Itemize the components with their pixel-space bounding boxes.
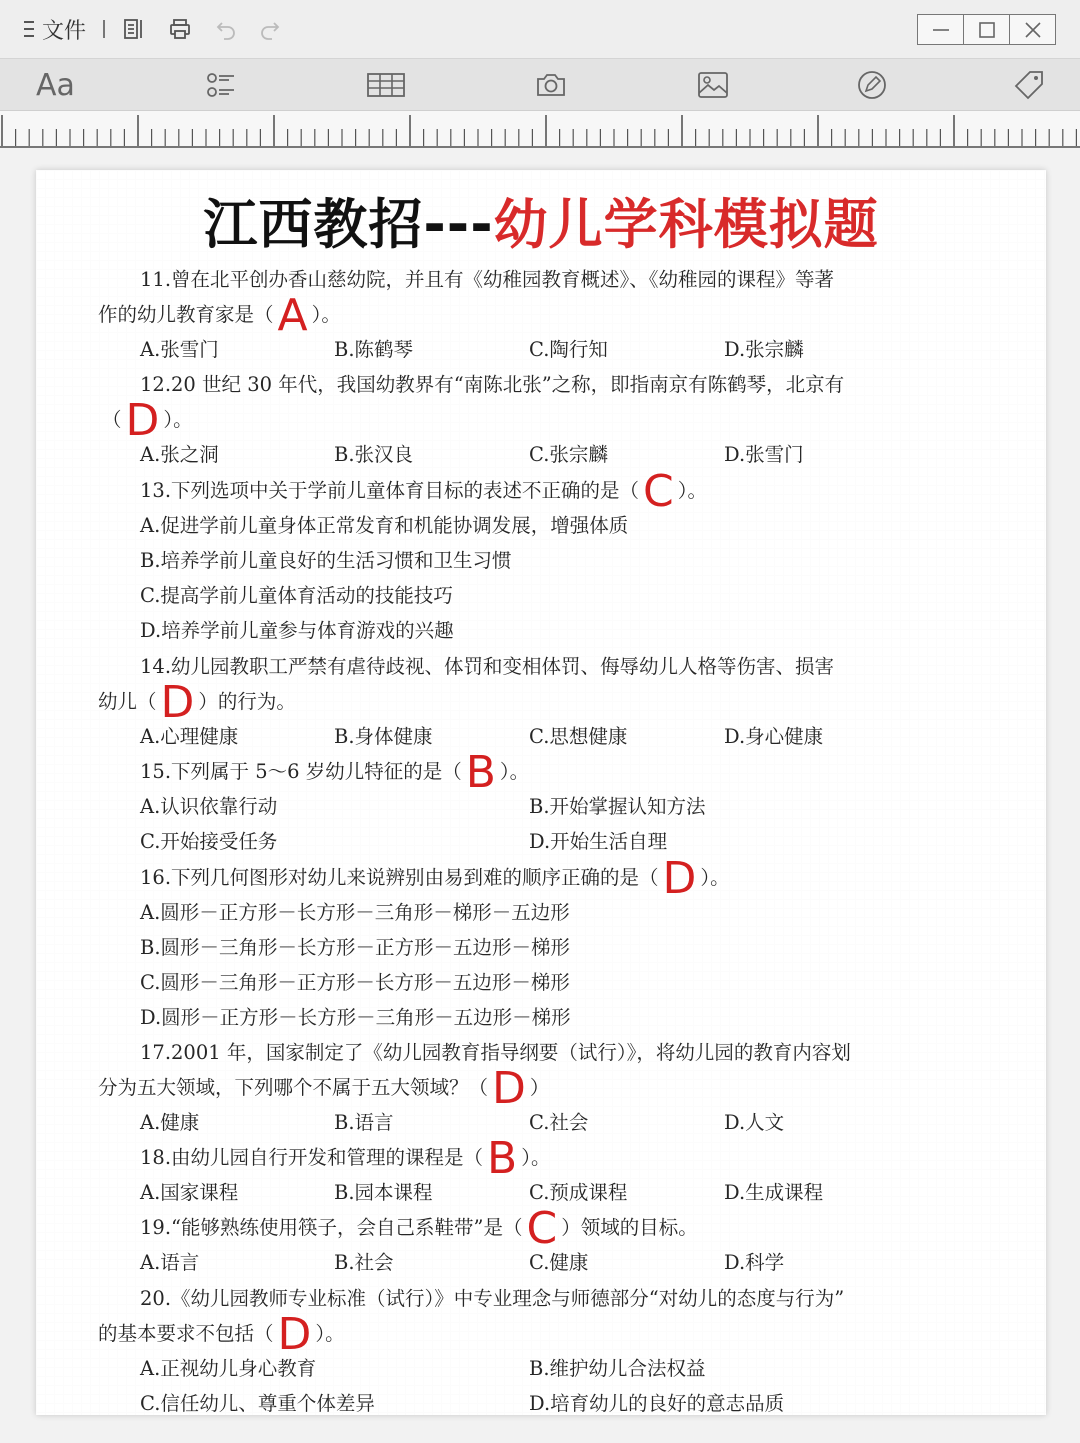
maximize-icon	[976, 19, 998, 41]
question-20-stem: 20.《幼儿园教师专业标准（试行）》中专业理念与师德部分“对幼儿的态度与行为”	[140, 1287, 845, 1310]
ruler-ticks	[0, 111, 1080, 147]
option: A.正视幼儿身心教育	[140, 1357, 317, 1380]
option: A.圆形－正方形－长方形－三角形－梯形－五边形	[140, 901, 570, 924]
divider	[103, 20, 105, 38]
question-14-stem: 14.幼儿园教职工严禁有虐待歧视、体罚和变相体罚、侮辱幼儿人格等伤害、损害	[140, 655, 835, 678]
option: C.思想健康	[529, 725, 628, 748]
outline-icon[interactable]	[120, 14, 148, 44]
page-title	[36, 182, 1046, 259]
option: C.提高学前儿童体育活动的技能技巧	[140, 584, 453, 607]
question-17-stem-cont: 分为五大领域，下列哪个不属于五大领域？（D ）	[98, 1063, 550, 1114]
option: D.张宗麟	[724, 338, 804, 361]
question-11-stem: 11.曾在北平创办香山慈幼院，并且有《幼稚园教育概述》、《幼稚园的课程》等著	[140, 268, 835, 291]
title-bar	[0, 0, 1080, 58]
question-19-stem: 19.“能够熟练使用筷子，会自己系鞋带”是（C ）领域的目标。	[140, 1203, 698, 1254]
title-black-part: 江西教招---	[203, 193, 494, 256]
print-icon[interactable]	[166, 14, 194, 44]
page-content	[36, 170, 1046, 1415]
question-14-stem-cont: 幼儿（D ）的行为。	[98, 677, 296, 728]
option: B.陈鹤琴	[334, 338, 414, 361]
option: A.张雪门	[140, 338, 219, 361]
option: C.陶行知	[529, 338, 608, 361]
camera-icon	[534, 68, 568, 102]
ruler	[0, 110, 1080, 148]
answer-mark: A	[277, 290, 308, 341]
minimize-button[interactable]	[918, 15, 964, 44]
answer-mark: B	[465, 747, 496, 798]
undo-icon[interactable]	[212, 14, 240, 44]
answer-mark: D	[277, 1309, 312, 1360]
toolbar	[0, 58, 1080, 110]
answer-mark: D	[492, 1063, 526, 1114]
option: A.心理健康	[140, 725, 239, 748]
option: D.身心健康	[724, 725, 824, 748]
option: D.培育幼儿的良好的意志品质	[529, 1392, 785, 1415]
option: A.张之洞	[140, 443, 219, 466]
answer-mark: D	[160, 677, 195, 728]
option: C.预成课程	[529, 1181, 628, 1204]
menu-icon[interactable]	[22, 14, 36, 44]
table-icon	[366, 68, 406, 102]
document-page	[36, 170, 1046, 1415]
question-15-stem: 15.下列属于 5～6 岁幼儿特征的是（B ）。	[140, 747, 530, 798]
option: C.开始接受任务	[140, 830, 278, 853]
answer-mark: D	[662, 853, 697, 904]
option: D.培养学前儿童参与体育游戏的兴趣	[140, 619, 454, 642]
option: D.人文	[724, 1111, 785, 1134]
pen-tool-button[interactable]	[855, 67, 889, 103]
question-20-stem-cont: 的基本要求不包括（D ）。	[98, 1309, 345, 1360]
answer-mark: C	[526, 1203, 558, 1254]
menu-lines-icon	[22, 17, 36, 41]
answer-mark: B	[487, 1133, 518, 1184]
close-button[interactable]	[1010, 15, 1055, 44]
option: B.开始掌握认知方法	[529, 795, 706, 818]
image-icon	[696, 68, 730, 102]
window-controls	[917, 14, 1056, 45]
table-tool-button[interactable]	[366, 67, 406, 103]
option: C.信任幼儿、尊重个体差异	[140, 1392, 375, 1415]
option: A.语言	[140, 1251, 200, 1274]
camera-tool-button[interactable]	[534, 67, 568, 103]
answer-mark: D	[125, 395, 160, 446]
option: B.维护幼儿合法权益	[529, 1357, 706, 1380]
option: A.认识依靠行动	[140, 795, 278, 818]
close-icon	[1022, 19, 1044, 41]
question-13-stem: 13.下列选项中关于学前儿童体育目标的表述不正确的是（C ）。	[140, 466, 708, 517]
option: A.国家课程	[140, 1181, 239, 1204]
question-12-stem: 12.20 世纪 30 年代，我国幼教界有“南陈北张”之称，即指南京有陈鹤琴，北京有	[140, 373, 845, 396]
option: D.生成课程	[724, 1181, 824, 1204]
question-16-stem: 16.下列几何图形对幼儿来说辨别由易到难的顺序正确的是（D ）。	[140, 853, 730, 904]
option: B.社会	[334, 1251, 394, 1274]
option: C.社会	[529, 1111, 589, 1134]
question-17-stem: 17.2001 年，国家制定了《幼儿园教育指导纲要（试行）》，将幼儿园的教育内容划	[140, 1041, 851, 1064]
image-tool-button[interactable]	[696, 67, 730, 103]
redo-icon[interactable]	[256, 14, 284, 44]
maximize-button[interactable]	[964, 15, 1010, 44]
option: D.圆形－正方形－长方形－三角形－五边形－梯形	[140, 1006, 571, 1029]
tag-tool-button[interactable]	[1012, 67, 1046, 103]
question-11-stem-cont: 作的幼儿教育家是（A ）。	[98, 290, 341, 341]
option: B.张汉良	[334, 443, 414, 466]
minimize-icon	[930, 19, 952, 41]
file-menu[interactable]: 文件	[42, 18, 87, 44]
option: B.语言	[334, 1111, 394, 1134]
pen-icon	[855, 68, 889, 102]
option: C.健康	[529, 1251, 589, 1274]
title-red-part: 幼儿学科模拟题	[493, 193, 879, 256]
option: B.圆形－三角形－长方形－正方形－五边形－梯形	[140, 936, 571, 959]
option: D.科学	[724, 1251, 785, 1274]
question-12-stem-cont: （D ）。	[102, 395, 193, 446]
option: D.张雪门	[724, 443, 804, 466]
answer-mark: C	[643, 466, 674, 517]
font-tool-button[interactable]: Aa	[36, 67, 75, 103]
option: A.健康	[140, 1111, 200, 1134]
tag-icon	[1012, 68, 1046, 102]
list-icon	[204, 68, 238, 102]
option: B.身体健康	[334, 725, 433, 748]
option: B.园本课程	[334, 1181, 433, 1204]
question-18-stem: 18.由幼儿园自行开发和管理的课程是（B ）。	[140, 1133, 551, 1184]
option: D.开始生活自理	[529, 830, 668, 853]
option: C.圆形－三角形－正方形－长方形－五边形－梯形	[140, 971, 570, 994]
option: A.促进学前儿童身体正常发育和机能协调发展，增强体质	[140, 514, 629, 537]
option: C.张宗麟	[529, 443, 608, 466]
option: B.培养学前儿童良好的生活习惯和卫生习惯	[140, 549, 512, 572]
list-tool-button[interactable]	[204, 67, 238, 103]
